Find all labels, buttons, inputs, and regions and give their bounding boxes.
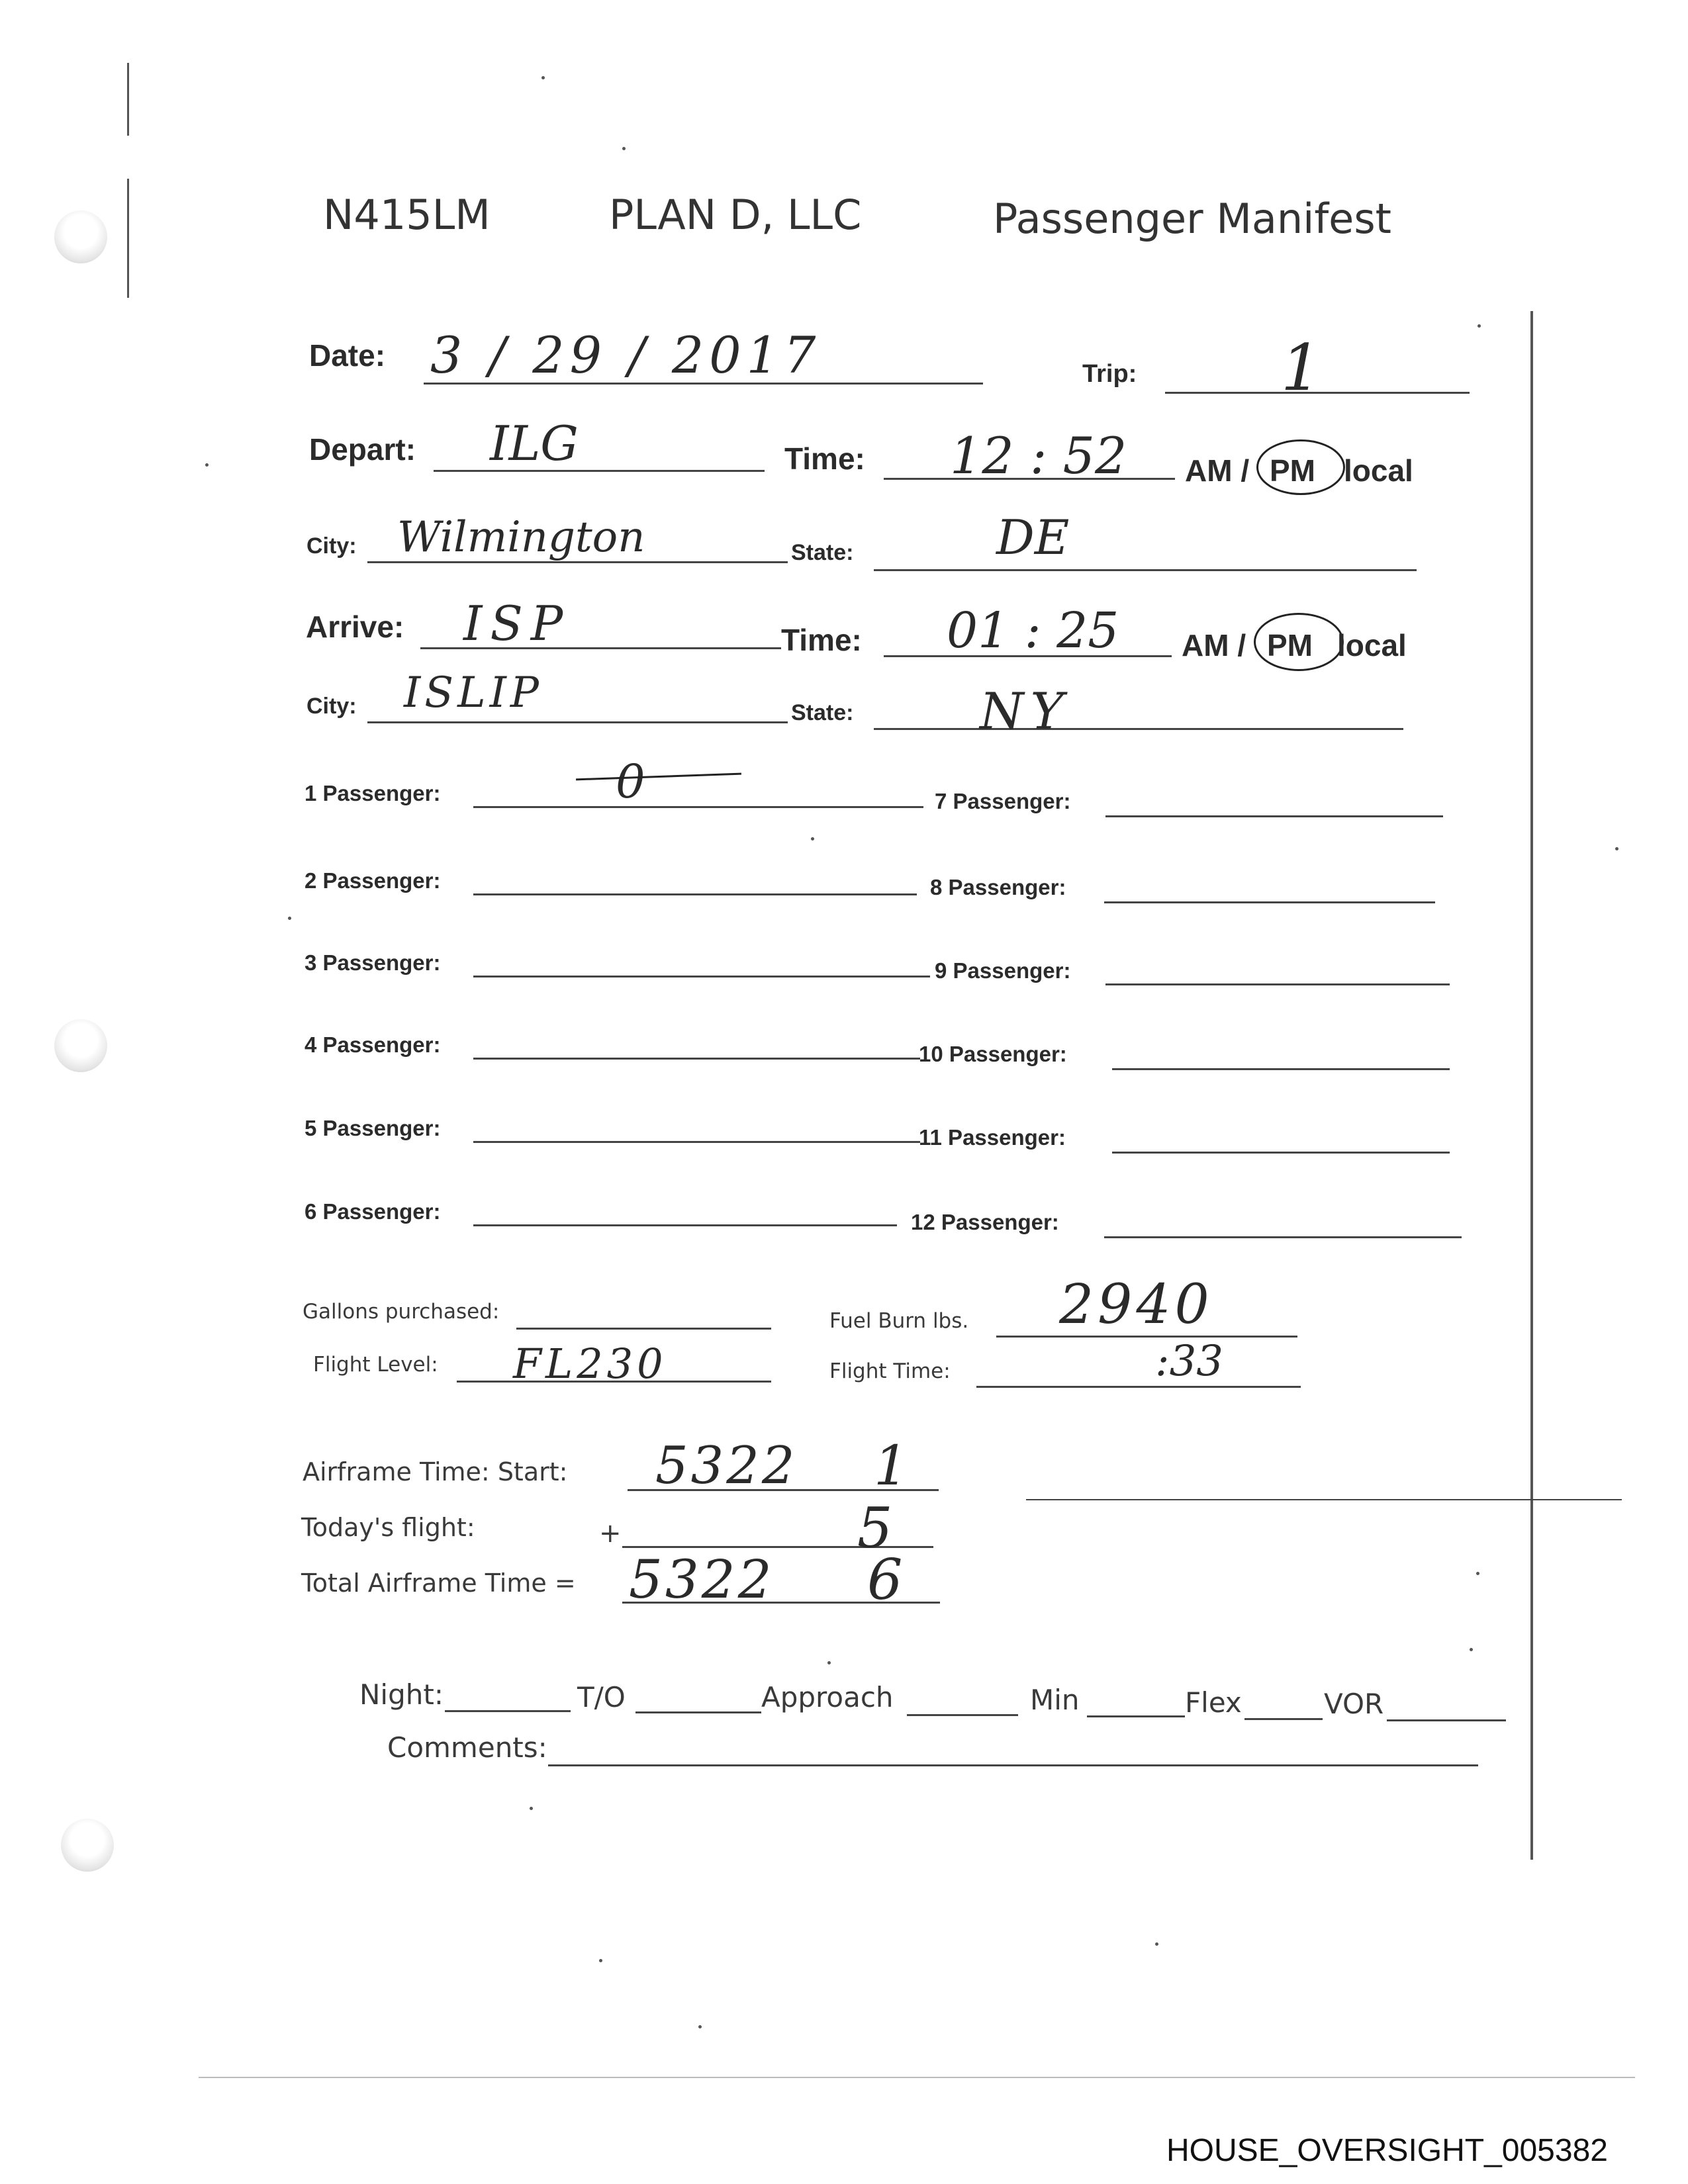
passenger-4-label: 4 Passenger: <box>305 1032 441 1057</box>
right-border-line <box>1530 311 1533 1860</box>
vor-line <box>1387 1719 1506 1721</box>
passenger-3-line <box>473 976 930 978</box>
airframe-start-whole: 5322 <box>655 1436 798 1496</box>
fuel-burn-value: 2940 <box>1059 1273 1213 1336</box>
company-name: PLAN D, LLC <box>609 191 862 239</box>
todays-flight-tenth: 5 <box>857 1496 893 1561</box>
flight-time-label: Flight Time: <box>829 1359 951 1383</box>
depart-pm-label: PM <box>1270 453 1315 488</box>
passenger-10-label: 10 Passenger: <box>919 1042 1067 1066</box>
depart-ampm-label: AM / <box>1185 453 1250 488</box>
passenger-8-label: 8 Passenger: <box>930 875 1066 899</box>
passenger-11-label: 11 Passenger: <box>919 1125 1066 1150</box>
passenger-5-label: 5 Passenger: <box>305 1116 441 1140</box>
passenger-10-line <box>1112 1068 1450 1070</box>
scan-speck <box>622 147 626 150</box>
arrive-local-label: local <box>1337 628 1407 662</box>
depart-value: ILG <box>490 416 579 471</box>
todays-flight-label: Today's flight: <box>301 1513 475 1542</box>
passenger-6-label: 6 Passenger: <box>305 1199 441 1224</box>
comments-line <box>548 1764 1478 1766</box>
depart-time-label: Time: <box>784 441 865 476</box>
to-label: T/O <box>577 1681 626 1713</box>
arrive-time-value: 01 : 25 <box>947 602 1119 659</box>
depart-pm-circle <box>1256 439 1345 495</box>
approach-line <box>907 1714 1018 1716</box>
passenger-7-label: 7 Passenger: <box>935 789 1071 813</box>
arrive-label: Arrive: <box>306 610 404 644</box>
airframe-start-tenth: 1 <box>874 1435 909 1498</box>
total-airframe-whole: 5322 <box>629 1549 774 1610</box>
passenger-8-line <box>1104 901 1435 903</box>
scan-speck <box>1155 1942 1158 1946</box>
arrive-city-label: City: <box>306 694 357 719</box>
passenger-9-line <box>1105 983 1450 985</box>
arrive-value: ISP <box>463 596 571 651</box>
punch-hole-middle <box>54 1019 107 1072</box>
arrive-pm-label: PM <box>1267 628 1313 662</box>
night-line <box>445 1710 571 1712</box>
fuel-burn-label: Fuel Burn lbs. <box>829 1309 969 1333</box>
punch-hole-top <box>54 210 107 263</box>
arrive-state-value: NY <box>980 682 1070 741</box>
total-airframe-tenth: 6 <box>867 1547 903 1612</box>
flex-label: Flex <box>1185 1686 1242 1719</box>
approach-label: Approach <box>761 1681 894 1713</box>
scan-speck <box>541 76 545 79</box>
depart-state-value: DE <box>996 510 1070 565</box>
scan-speck <box>288 917 291 920</box>
depart-time-value: 12 : 52 <box>950 426 1127 485</box>
passenger-1-label: 1 Passenger: <box>305 781 441 805</box>
scan-speck <box>1470 1648 1473 1651</box>
passenger-12-label: 12 Passenger: <box>911 1210 1059 1234</box>
depart-city-label: City: <box>306 533 357 559</box>
scan-speck <box>811 837 814 841</box>
trip-label: Trip: <box>1082 360 1137 388</box>
arrive-ampm-label: AM / <box>1182 628 1246 662</box>
passenger-2-line <box>473 893 917 895</box>
arrive-city-value: ISLIP <box>404 668 543 717</box>
passenger-6-line <box>473 1224 897 1226</box>
arrive-city-line <box>367 721 788 723</box>
flight-time-value: :33 <box>1155 1337 1223 1386</box>
todays-flight-plus: + <box>599 1518 622 1549</box>
vor-label: VOR <box>1324 1688 1384 1720</box>
scan-speck <box>1476 1572 1479 1575</box>
passenger-4-line <box>473 1058 920 1060</box>
depart-label: Depart: <box>309 432 416 467</box>
scan-speck <box>205 463 209 467</box>
arrive-state-label: State: <box>791 700 854 725</box>
passenger-1-value: 0 <box>616 754 645 809</box>
depart-line <box>434 470 765 472</box>
tail-number: N415LM <box>323 191 491 239</box>
passenger-12-line <box>1104 1236 1462 1238</box>
gallons-line <box>516 1328 771 1330</box>
scan-speck <box>1477 324 1481 328</box>
min-line <box>1087 1715 1185 1717</box>
left-margin-mark-lower <box>127 179 129 298</box>
scan-speck <box>827 1661 831 1664</box>
airframe-start-label: Airframe Time: Start: <box>303 1457 568 1486</box>
right-edge-rule <box>1026 1499 1622 1500</box>
bottom-page-edge <box>199 2077 1635 2078</box>
date-label: Date: <box>309 338 386 373</box>
passenger-3-label: 3 Passenger: <box>305 950 441 975</box>
depart-city-value: Wilmington <box>397 513 645 562</box>
passenger-5-line <box>473 1141 920 1143</box>
left-margin-mark <box>127 63 129 136</box>
arrive-pm-circle <box>1254 613 1344 671</box>
flight-time-line <box>976 1386 1301 1388</box>
passenger-2-label: 2 Passenger: <box>305 868 441 893</box>
scan-speck <box>698 2025 702 2028</box>
punch-hole-bottom <box>61 1819 114 1872</box>
flight-level-label: Flight Level: <box>313 1353 438 1377</box>
night-label: Night: <box>359 1678 444 1711</box>
page-title: Passenger Manifest <box>993 195 1391 243</box>
min-label: Min <box>1030 1684 1080 1716</box>
passenger-1-strike <box>576 773 741 781</box>
passenger-1-line <box>473 806 923 808</box>
passenger-9-label: 9 Passenger: <box>935 958 1071 983</box>
total-airframe-label: Total Airframe Time = <box>301 1569 576 1598</box>
trip-value: 1 <box>1281 331 1322 405</box>
passenger-7-line <box>1105 815 1443 817</box>
gallons-label: Gallons purchased: <box>303 1300 500 1324</box>
depart-state-label: State: <box>791 540 854 565</box>
passenger-11-line <box>1112 1152 1450 1154</box>
date-value: 3 / 29 / 2017 <box>430 326 821 385</box>
flex-line <box>1244 1718 1323 1720</box>
scan-speck <box>1615 847 1618 850</box>
bates-number: HOUSE_OVERSIGHT_005382 <box>1166 2133 1608 2168</box>
depart-state-line <box>874 569 1417 571</box>
arrive-time-label: Time: <box>781 623 862 657</box>
scan-speck <box>599 1959 602 1962</box>
arrive-state-line <box>874 728 1403 730</box>
comments-label: Comments: <box>387 1731 547 1764</box>
to-line <box>635 1711 761 1713</box>
scan-speck <box>530 1807 533 1810</box>
depart-local-label: local <box>1344 453 1413 488</box>
flight-level-value: FL230 <box>513 1340 667 1388</box>
